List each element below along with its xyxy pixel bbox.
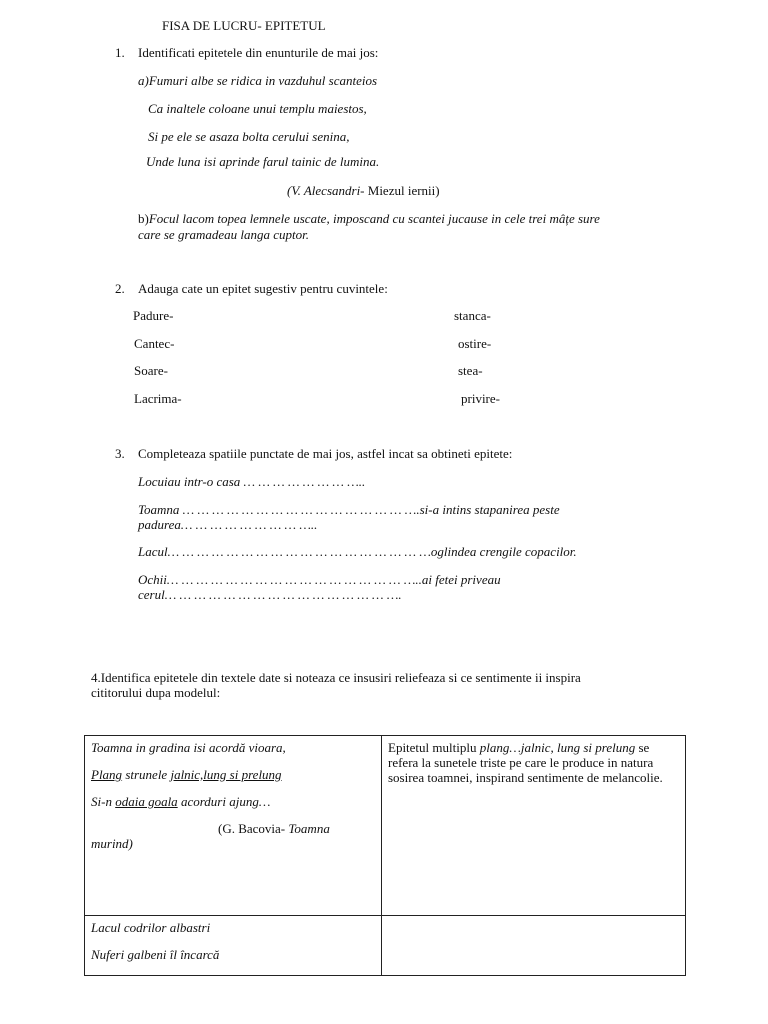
ex2-word-stanca: stanca- — [454, 308, 491, 323]
ex1-number: 1. — [115, 45, 125, 60]
ex2-instruction: Adauga cate un epitet sugestiv pentru cuvintele: — [138, 281, 388, 296]
ex1-b-text-1: Focul lacom topea lemnele uscate, imposcand cu scantei jucause in cele trei mâțe sure — [148, 211, 600, 226]
ex1-b-line-1 — [138, 211, 600, 226]
ex2-word-cantec: Cantec- — [134, 336, 175, 351]
row1-line-2 — [91, 767, 375, 782]
ex3-sentence-3: Lacul… … … … … … … … … … … … … … … … … …oglindea crengile copacilor. — [138, 544, 577, 559]
row1-source-author: (G. Bacovia- — [218, 821, 289, 836]
row1-poem-cell — [85, 736, 382, 916]
ex2-number: 2. — [115, 281, 125, 296]
table-row — [85, 736, 686, 916]
ex2-word-soare: Soare- — [134, 363, 168, 378]
ex4-instruction-line-2: cititorului dupa modelul: — [91, 685, 221, 700]
ex1-a-line-2: Ca inaltele coloane unui templu maiestos, — [148, 101, 367, 116]
ex1-b-prefix: b) — [138, 211, 149, 226]
ex3-sentence-4-line-2: cerul… … … … … … … … … … … … … … … …. — [138, 587, 402, 602]
ex1-instruction: Identificati epitetele din enunturile de mai jos: — [138, 45, 379, 60]
ex3-instruction: Completeaza spatiile punctate de mai jos, astfel incat sa obtineti epitete: — [138, 446, 513, 461]
ex1-a-line-3: Si pe ele se asaza bolta cerului senina, — [148, 129, 350, 144]
row2-poem-cell — [85, 916, 382, 976]
row1-epithet-plang: Plang — [91, 767, 123, 782]
ex3-sentence-1: Locuiau intr-o casa … … … … … … … ….. — [138, 474, 366, 489]
model-table — [84, 735, 686, 976]
row1-expl-start: Epitetul multiplu — [388, 740, 480, 755]
ex2-word-ostire: ostire- — [458, 336, 492, 351]
table-row — [85, 916, 686, 976]
ex1-a-source — [287, 183, 440, 198]
ex3-sentence-2-line-1: Toamna … … … … … … … … … … … … … … … ….si-a intins stapanirea peste — [138, 502, 560, 517]
ex1-a-source-title: Miezul iernii) — [364, 183, 440, 198]
row2-answer-cell[interactable] — [382, 916, 686, 976]
ex2-word-padure: Padure- — [133, 308, 174, 323]
ex4-instruction-line-1: 4.Identifica epitetele din textele date si noteaza ce insusiri reliefeaza si ce sentimente ii inspira — [91, 670, 581, 685]
row1-expl-epithet: plang…jalnic, lung si prelung — [479, 740, 636, 755]
row1-line-3-start: Si-n — [91, 794, 116, 809]
row1-epithet-odaia: odaia goala — [115, 794, 178, 809]
ex2-word-privire: privire- — [461, 391, 500, 406]
row2-line-2: Nuferi galbeni îl încarcă — [91, 947, 220, 962]
ex3-number: 3. — [115, 446, 125, 461]
ex3-sentence-2-line-2: padurea… … … … … … … … ….. — [138, 517, 318, 532]
row1-expl-end: se refera la sunetele triste pe care le produce in natura sosirea toamnei, inspirand sentimente de melancolie. — [388, 740, 663, 785]
row1-line-3 — [91, 794, 375, 809]
row1-line-3-end: acorduri ajung… — [177, 794, 271, 809]
row1-line-2-mid: strunele — [122, 767, 171, 782]
row1-source-title-2: murind) — [91, 836, 133, 851]
row1-explanation-cell — [382, 736, 686, 916]
ex1-a-line-1: a)Fumuri albe se ridica in vazduhul scanteios — [138, 73, 378, 88]
row1-line-1: Toamna in gradina isi acordă vioara, — [91, 740, 286, 755]
row1-source-title: Toamna — [288, 821, 330, 836]
row1-source-line — [218, 821, 375, 836]
ex3-sentence-4-line-1: Ochii… … … … … … … … … … … … … … … … …..ai fetei priveau — [138, 572, 501, 587]
row2-line-1: Lacul codrilor albastri — [91, 920, 211, 935]
ex2-word-stea: stea- — [458, 363, 483, 378]
ex1-a-source-author: (V. Alecsandri- — [287, 183, 365, 198]
ex1-a-line-4: Unde luna isi aprinde farul tainic de lumina. — [146, 154, 380, 169]
ex1-b-line-2: care se gramadeau langa cuptor. — [138, 227, 310, 242]
ex2-word-lacrima: Lacrima- — [134, 391, 182, 406]
row1-epithet-jalnic: jalnic,lung si prelung — [170, 767, 282, 782]
page-title: FISA DE LUCRU- EPITETUL — [162, 18, 326, 33]
